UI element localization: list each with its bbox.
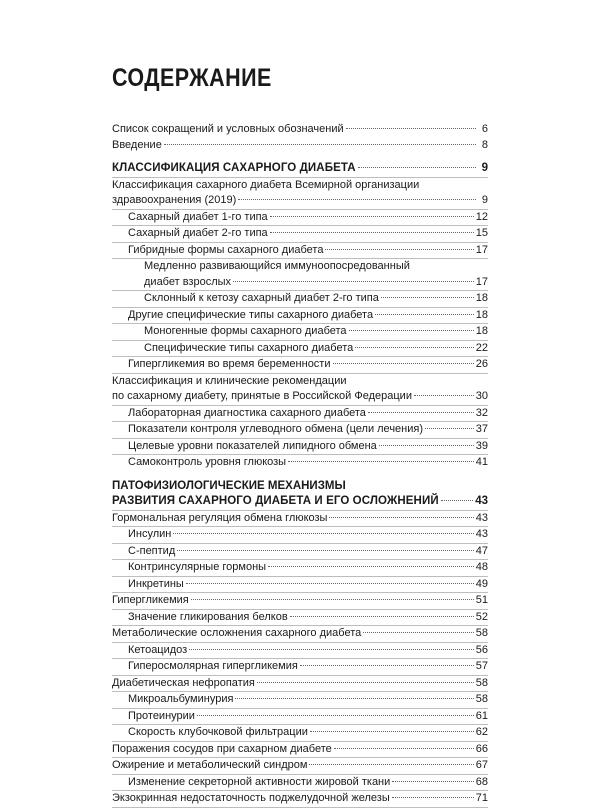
page-number: 57 <box>475 660 488 672</box>
toc-entry-exocrine-insufficiency[interactable]: Экзокринная недостаточность поджелудочной железы 71 <box>112 791 488 808</box>
page-number: 9 <box>481 194 488 206</box>
page-number: 37 <box>475 423 488 435</box>
toc-entry-control-targets[interactable]: Показатели контроля углеводного обмена (цели лечения) 37 <box>112 422 488 439</box>
toc-entry-hormonal-regulation[interactable]: Гормональная регуляция обмена глюкозы 43 <box>112 511 488 528</box>
page-number: 58 <box>475 676 488 689</box>
page-number: 48 <box>475 561 488 573</box>
page-number: 9 <box>481 162 488 174</box>
toc-entry-monogenic[interactable]: Моногенные формы сахарного диабета 18 <box>112 324 488 341</box>
toc-entry-russian-guidelines[interactable]: Классификация и клинические рекомендации по сахарному диабету, принятые в Российской Федерации 30 <box>112 374 488 406</box>
toc-section-pathophysiology[interactable]: ПАТОФИЗИОЛОГИЧЕСКИЕ МЕХАНИЗМЫ РАЗВИТИЯ САХАРНОГО ДИАБЕТА И ЕГО ОСЛОЖНЕНИЙ 43 <box>112 479 488 511</box>
page-number: 6 <box>481 123 488 135</box>
page-title: СОДЕРЖАНИЕ <box>112 64 272 92</box>
toc-entry-metabolic-complications[interactable]: Метаболические осложнения сахарного диабета 58 <box>112 626 488 643</box>
page-number: 61 <box>475 709 488 722</box>
toc-entry-introduction[interactable]: Введение 8 <box>112 138 488 154</box>
page-number: 66 <box>475 742 488 755</box>
toc-entry-protein-glycation[interactable]: Значение гликирования белков 52 <box>112 610 488 627</box>
toc-entry-self-monitoring[interactable]: Самоконтроль уровня глюкозы 41 <box>112 455 488 471</box>
toc-entry-proteinuria[interactable]: Протеинурии 61 <box>112 709 488 726</box>
toc-entry-hybrid-forms[interactable]: Гибридные формы сахарного диабета 17 <box>112 243 488 260</box>
page-number: 52 <box>475 610 488 623</box>
page-number: 15 <box>475 227 488 239</box>
page-number: 49 <box>475 577 488 590</box>
page-number: 39 <box>475 439 488 452</box>
page-number: 17 <box>475 243 488 256</box>
toc-entry-who-classification[interactable]: Классификация сахарного диабета Всемирной организации здравоохранения (2019) 9 <box>112 178 488 210</box>
toc-entry-pregnancy-hyperglycemia[interactable]: Гипергликемия во время беременности 26 <box>112 357 488 374</box>
page-number: 67 <box>475 759 488 771</box>
toc-entry-incretins[interactable]: Инкретины 49 <box>112 577 488 594</box>
toc-entry-ketosis-prone[interactable]: Склонный к кетозу сахарный диабет 2-го типа 18 <box>112 291 488 308</box>
page-number: 26 <box>475 358 488 370</box>
page-number: 58 <box>475 693 488 705</box>
toc-entry-abbreviations[interactable]: Список сокращений и условных обозначений 6 <box>112 122 488 138</box>
toc-entry-obesity-metabolic-syndrome[interactable]: Ожирение и метаболический синдром 67 <box>112 758 488 775</box>
toc-entry-adipose-secretion[interactable]: Изменение секреторной активности жировой ткани 68 <box>112 775 488 792</box>
table-of-contents <box>112 122 488 808</box>
page-number: 8 <box>481 138 488 151</box>
toc-entry-gfr[interactable]: Скорость клубочковой фильтрации 62 <box>112 725 488 742</box>
toc-entry-lipid-targets[interactable]: Целевые уровни показателей липидного обмена 39 <box>112 439 488 456</box>
page-number: 41 <box>475 456 488 468</box>
page-number: 51 <box>475 594 488 606</box>
toc-entry-other-specific-types[interactable]: Другие специфические типы сахарного диабета 18 <box>112 308 488 325</box>
toc-entry-type1[interactable]: Сахарный диабет 1-го типа 12 <box>112 210 488 227</box>
page-number: 68 <box>475 775 488 788</box>
toc-entry-diabetic-nephropathy[interactable]: Диабетическая нефропатия 58 <box>112 676 488 693</box>
page-number: 58 <box>475 627 488 639</box>
page-number: 62 <box>475 726 488 738</box>
toc-entry-hyperosmolar[interactable]: Гиперосмолярная гипергликемия 57 <box>112 659 488 676</box>
toc-entry-type2[interactable]: Сахарный диабет 2-го типа 15 <box>112 226 488 243</box>
toc-entry-lada[interactable]: Медленно развивающийся иммуноопосредованный диабет взрослых 17 <box>112 259 488 291</box>
toc-entry-microalbuminuria[interactable]: Микроальбуминурия 58 <box>112 692 488 709</box>
toc-entry-insulin[interactable]: Инсулин 43 <box>112 527 488 544</box>
toc-entry-ketoacidosis[interactable]: Кетоацидоз 56 <box>112 643 488 660</box>
toc-section-classification[interactable]: КЛАССИФИКАЦИЯ САХАРНОГО ДИАБЕТА 9 <box>112 161 488 178</box>
page-number: 18 <box>475 308 488 321</box>
page-number: 18 <box>475 325 488 337</box>
toc-entry-counter-insular-hormones[interactable]: Контринсулярные гормоны 48 <box>112 560 488 577</box>
page-number: 22 <box>475 341 488 354</box>
page-number: 47 <box>475 544 488 557</box>
page-number: 18 <box>475 292 488 304</box>
toc-entry-specific-types[interactable]: Специфические типы сахарного диабета 22 <box>112 341 488 358</box>
toc-entry-c-peptide[interactable]: С-пептид 47 <box>112 544 488 561</box>
page-number: 12 <box>475 210 488 223</box>
page-number: 17 <box>475 275 488 288</box>
toc-entry-hyperglycemia[interactable]: Гипергликемия 51 <box>112 593 488 610</box>
page-number: 43 <box>475 511 488 524</box>
page-number: 30 <box>475 390 488 402</box>
page-number: 32 <box>475 406 488 419</box>
toc-entry-lab-diagnostics[interactable]: Лабораторная диагностика сахарного диабета 32 <box>112 406 488 423</box>
page-number: 43 <box>475 495 488 507</box>
page-number: 43 <box>475 528 488 540</box>
toc-entry-vascular-lesions[interactable]: Поражения сосудов при сахарном диабете 66 <box>112 742 488 759</box>
page-number: 56 <box>475 643 488 656</box>
page-number: 71 <box>475 792 488 804</box>
